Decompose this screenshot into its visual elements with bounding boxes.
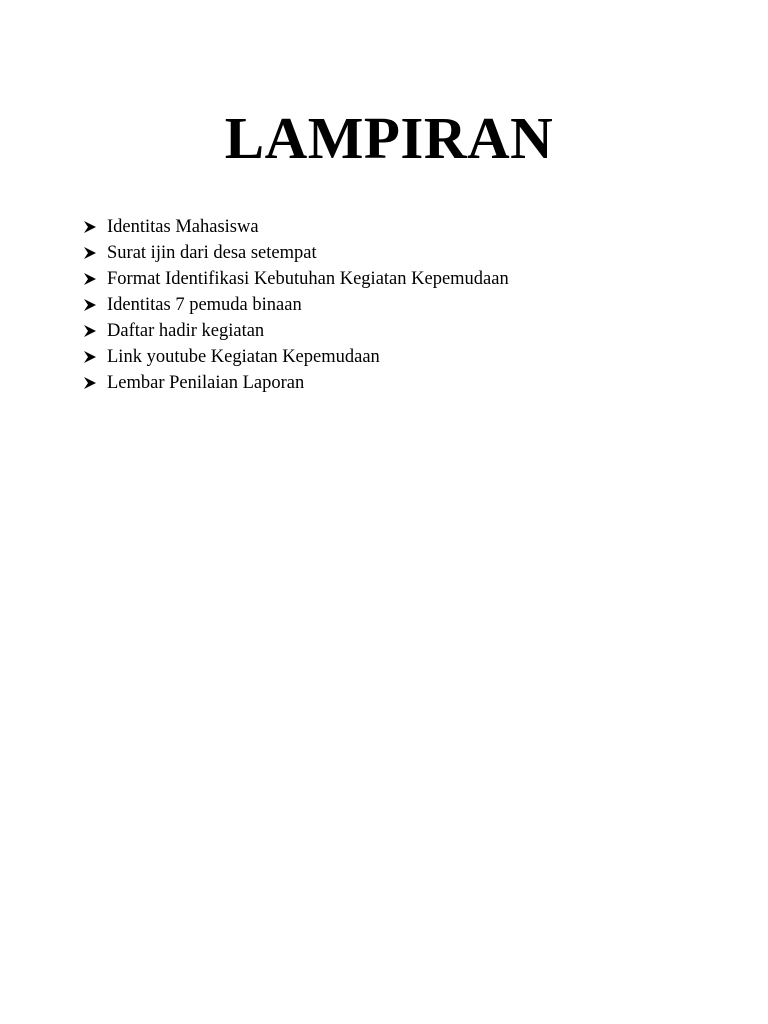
page-title: LAMPIRAN: [224, 105, 554, 171]
list-item-label: Identitas 7 pemuda binaan: [107, 295, 302, 315]
list-item: [83, 370, 509, 396]
list-item: [83, 318, 509, 344]
list-item: [83, 266, 509, 292]
list-item-label: Identitas Mahasiswa: [107, 217, 259, 237]
list-item-label: Link youtube Kegiatan Kepemudaan: [107, 347, 380, 367]
list-item-label: Lembar Penilaian Laporan: [107, 373, 305, 393]
list-item: [83, 240, 509, 266]
list-item-label: Daftar hadir kegiatan: [107, 321, 265, 341]
arrowhead-bullet-icon: [83, 298, 97, 312]
attachment-list: [83, 214, 509, 396]
arrowhead-bullet-icon: [83, 350, 97, 364]
list-item: [83, 292, 509, 318]
list-item-label: Surat ijin dari desa setempat: [107, 243, 317, 263]
list-item-label: Format Identifikasi Kebutuhan Kegiatan Kepemudaan: [107, 269, 509, 289]
arrowhead-bullet-icon: [83, 272, 97, 286]
arrowhead-bullet-icon: [83, 376, 97, 390]
list-item: [83, 344, 509, 370]
list-item: [83, 214, 509, 240]
arrowhead-bullet-icon: [83, 246, 97, 260]
arrowhead-bullet-icon: [83, 324, 97, 338]
arrowhead-bullet-icon: [83, 220, 97, 234]
